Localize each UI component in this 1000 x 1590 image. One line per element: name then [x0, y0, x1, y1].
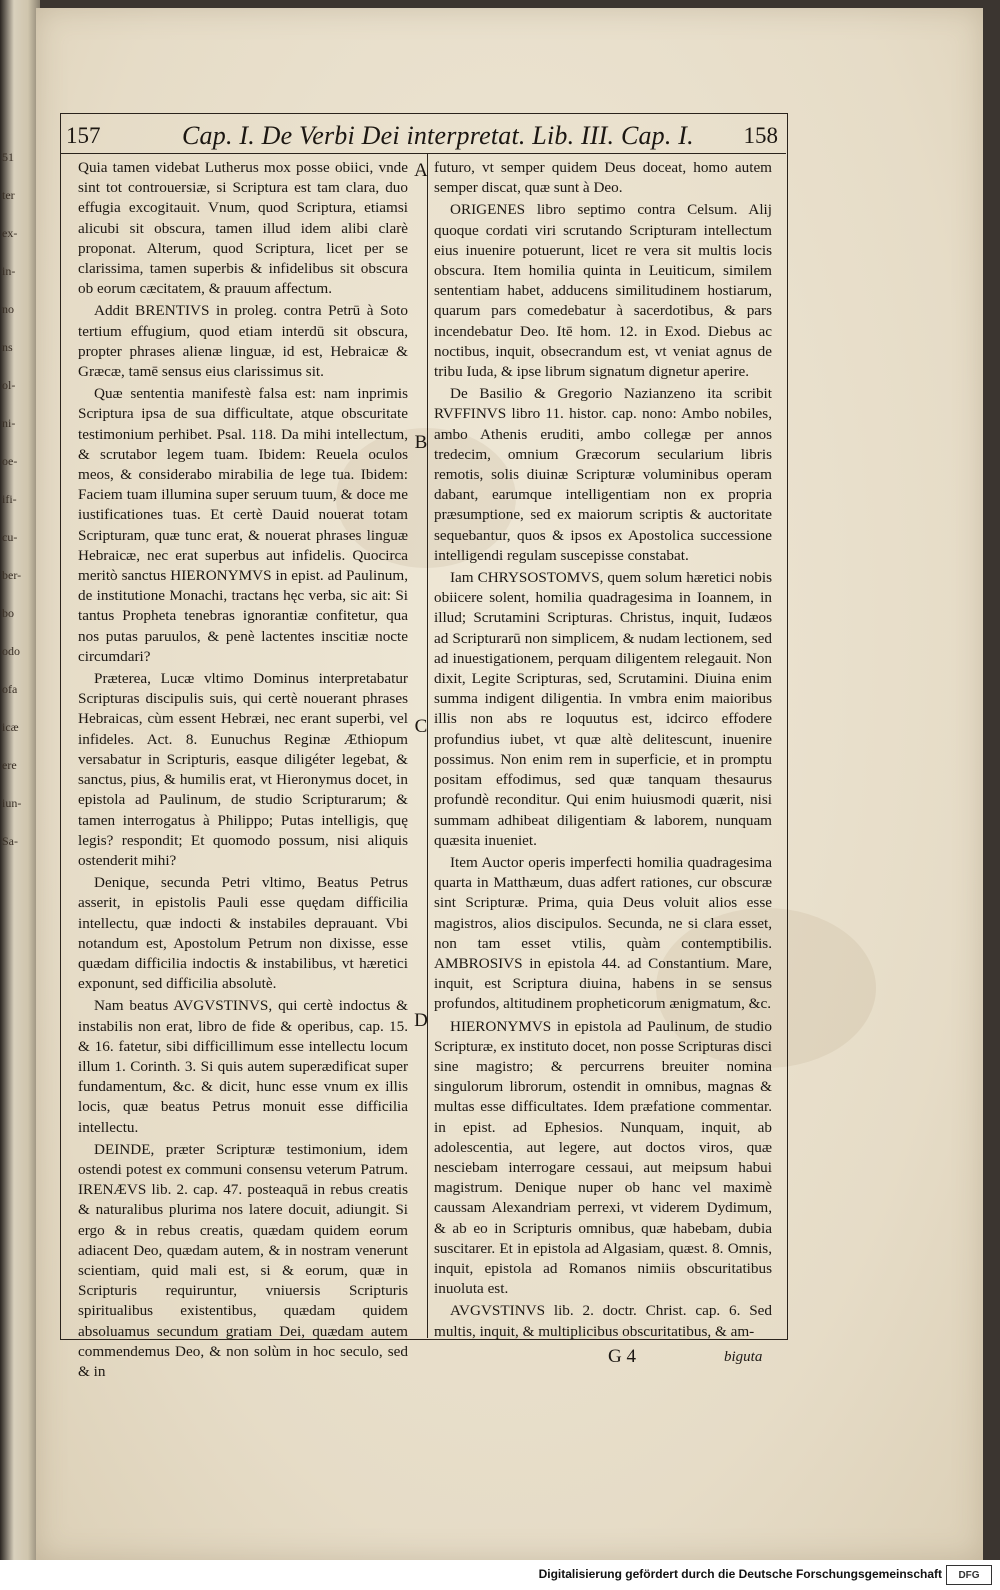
adjacent-page-fragment: ter: [2, 188, 15, 202]
paragraph: Item Auctor operis imperfecti homilia quadragesima quarta in Matthæum, duas adfert rationes, cur obscuræ sint Scripturæ. Prima, quia Deus voluit alios esse magistros, alios discipulos. Secunda, ne si clara esset, non tam esset vtilis, quàm contemptibilis. AMBROSIVS in epistola 44. ad Constantium. Mare, inquit, est Scriptura diuina, habens in se sensus profundos, altitudinem propheticorum ænigmatum, &c.: [434, 853, 772, 1013]
running-header: [62, 118, 784, 154]
adjacent-page-fragment: 51: [2, 150, 14, 164]
adjacent-page-fragment: ni-: [2, 416, 16, 430]
left-column: [78, 158, 408, 1380]
adjacent-page-fragment: ol-: [2, 378, 16, 392]
adjacent-page-fragment: ns: [2, 340, 13, 354]
signature-mark: G 4: [608, 1346, 636, 1367]
paragraph: Quia tamen videbat Lutherus mox posse obiici, vnde sint tot controuersiæ, si Scriptura est tam clara, duo effugia excogitauit. Vnum, quod Scriptura, etiamsi alicubi sit obscura, tamen illud idem alibi clarè proponat. Alterum, quod Scriptura, licet per se clarissima, tamen superbis & infidelibus sit obscura ob eorum cæcitatem, & prauum affectum.: [78, 159, 408, 298]
margin-letter-c: C: [414, 716, 428, 737]
adjacent-page-fragment: oe-: [2, 454, 18, 468]
paragraph: Præterea, Lucæ vltimo Dominus interpretabatur Scripturas discipulis suis, qui certè nouerant phrases Hebraicas, cùm essent Hebræi, nec erant superbi, vel infideles. Act. 8. Eunuchus Reginæ Æthiopum versabatur in Scripturis, easque diligéter legebat, & sanctus, pius, & humilis erat, vt Hieronymus docet, in epistola ad Paulinum, de studio Scripturarum; & tamen interrogatus à Philippo; Putas intelligis, quę legis? respondit; Et quomodo possum, nisi aliquis ostenderit mihi?: [78, 670, 408, 869]
adjacent-page-fragment: bo: [2, 606, 14, 620]
page-number-right: 158: [743, 123, 778, 148]
adjacent-page-fragment: ex-: [2, 226, 18, 240]
adjacent-page-fragment: no: [2, 302, 14, 316]
funding-credit: Digitalisierung gefördert durch die Deutsche Forschungsgemeinschaft: [538, 1567, 942, 1581]
paragraph: DEINDE, præter Scripturæ testimonium, idem ostendi potest ex communi consensu veterum Patrum. IRENÆVS lib. 2. cap. 47. posteaquā in rebus creatis & naturalibus plurima nos latere docuit, adiungit. Si ergo & in rebus creatis, quædam quidem eorum adiacent Deo, quædam autem, & in nostram venerunt scientiam, quid mali est, si & eorum, quæ in Scripturis requiruntur, vniuersis Scripturis spiritualibus existentibus, quædam quidem absoluamus secundum gratiam Dei, quædam autem commendemus Deo, & non solùm in hoc seculo, sed & in: [78, 1140, 408, 1380]
paragraph: futuro, vt semper quidem Deus doceat, homo autem semper discat, quæ sunt à Deo.: [434, 159, 772, 197]
footer-bar: [0, 1560, 1000, 1590]
paragraph: Addit BRENTIVS in proleg. contra Petrū à Soto tertium effugium, quod etiam interdū sit obscura, propter phrases alienæ linguæ, id est, Hebraicæ & Græcæ, tamē sensus eius clarissimus sit.: [78, 302, 408, 381]
adjacent-page-fragment: odo: [2, 644, 20, 658]
column-separator: [427, 154, 428, 1338]
adjacent-page-fragment: ere: [2, 758, 17, 772]
margin-letter-d: D: [414, 1010, 428, 1031]
paragraph: De Basilio & Gregorio Nazianzeno ita scribit RVFFINVS libro 11. histor. cap. nono: Ambo nobiles, ambo Athenis eruditi, ambo collegæ per annos tredecim, omnium Græcorum secularium libris remotis, solis diuinæ Scripturæ voluminibus operam dabant, earumque intelligentiam non ex propria præsumptione, sed ex maiorum scriptis & auctoritate sequebantur, quos & ipsos ex Apostolica successione intelligendi regulam suscepisse constabat.: [434, 385, 772, 564]
right-column: [434, 158, 772, 1340]
dfg-logo: DFG: [946, 1565, 992, 1585]
adjacent-page-fragment: cu-: [2, 530, 18, 544]
adjacent-page-fragment: icæ: [2, 720, 19, 734]
paragraph: Nam beatus AVGVSTINVS, qui certè indoctus & instabilis non erat, libro de fide & operibus, cap. 15. & 16. fatetur, sibi difficillimum esse intellectu locum illum 1. Corinth. 3. Si quis autem superædificat super fundamentum, &c. & dicit, hunc esse vnum ex illis locis, quæ beatus Petrus monuit esse difficilia intellectu.: [78, 997, 408, 1136]
adjacent-page-fragment: Sa-: [2, 834, 18, 848]
paragraph: Denique, secunda Petri vltimo, Beatus Petrus asserit, in epistolis Pauli esse quędam difficilia intellectu, quæ indocti & instabiles deprauant. Vbi notandum est, Apostolum Petrum non dixisse, esse quædam difficilia indoctis & instabilibus, vt hæretici exponunt, sed difficilia absolutè.: [78, 874, 408, 993]
margin-letter-b: B: [414, 432, 428, 453]
adjacent-page-edge: [0, 0, 40, 1560]
paragraph: Quæ sententia manifestè falsa est: nam inprimis Scriptura ipsa de sua difficultate, atque obscuritate testimonium perhibet. Psal. 118. Da mihi intellectum, & scrutabor legem tuam. Ibidem: Reuela oculos meos, & considerabo mirabilia de lege tua. Ibidem: Faciem tuam illumina super seruum tuum, & doce me iustificationes tuas. Et certè Dauid nouerat totam Scripturam, quæ tunc erat, & nouerat phrases linguæ Hebraicæ, nec erat superbus aut infidelis. Quocirca meritò sanctus HIERONYMVS in epist. ad Paulinum, de institutione Monachi, tractans hęc verba, sic ait: Si tantus Propheta tenebras ignorantiæ confitetur, qua nos putas paruulos, & penè lactentes inscitiæ nocte circumdari?: [78, 385, 408, 665]
header-rule: [60, 153, 786, 154]
adjacent-page-fragment: iun-: [2, 796, 22, 810]
paragraph: Iam CHRYSOSTOMVS, quem solum hæretici nobis obiicere solent, homilia quadragesima in Ioannem, in illud; Scrutamini Scripturas. Christus, inquit, Iudæos ad Scripturarū non simplicem, & nudam lectionem, sed ad inuestigationem, perquam diligentem relegauit. Non dixit, Legite Scripturas, sed, Scrutamini. Diuina enim summa indigent diligentia. In vmbra enim maioribus illis non abs re loquutus est, idcirco effodere profundius iubet, vt quæ altè delitescunt, inuenire possimus. Non enim rem in superficie, et in promptu positam effodimus, sed quæ tanquam thesaurus profundè reconditur. Qui enim huiusmodi quærit, nisi summam adhibeat diligentiam & laborem, nunquam quæsita inueniet.: [434, 569, 772, 849]
paragraph: AVGVSTINVS lib. 2. doctr. Christ. cap. 6. Sed multis, inquit, & multiplicibus obscuritatibus, & am-: [434, 1302, 772, 1340]
margin-letter-a: A: [414, 160, 428, 181]
paragraph: HIERONYMVS in epistola ad Paulinum, de studio Scripturæ, ex instituto docet, non posse Scripturas disci sine magistro; & percurrens breuiter nomina singulorum librorum, ostendit in omnibus, magnas & multas esse difficultates. Idem præfatione commentar. in epist. ad Ephesios. Nunquam, inquit, ab adolescentia, aut legere, aut doctos viros, quæ nesciebam interrogare cessaui, aut meipsum habui magistrum. Denique nuper ob hanc vel maximè caussam Alexandriam perrexi, vt viderem Dydimum, & ab eo in Scripturis omnibus, quæ habebam, dubia suscitarer. Et in epistola ad Algasiam, quæst. 8. Omnis, inquit, epistola ad Romanos nimiis obscuritatibus inuoluta est.: [434, 1017, 772, 1298]
adjacent-page-fragment: ofa: [2, 682, 18, 696]
adjacent-page-fragment: ber-: [2, 568, 22, 582]
running-title: Cap. I. De Verbi Dei interpretat. Lib. III. Cap. I.: [182, 121, 694, 150]
adjacent-page-fragment: ifi-: [2, 492, 17, 506]
adjacent-page-fragment: in-: [2, 264, 16, 278]
page-number-left: 157: [66, 123, 101, 148]
paragraph: ORIGENES libro septimo contra Celsum. Alij quoque cordati viri scrutando Scripturam intellectum eius inuenire potuerunt, licet re vera sit multis locis obscura. Item homilia quinta in Leuiticum, similem sententiam habet, adducens similitudinem hostiarum, quarum pars comedebatur à sacerdotibus, & pars incendebatur Deo. Itē hom. 12. in Exod. Diebus ac noctibus, inquit, obsecrandum est, vt veniat agnus de tribu Iuda, & ipse librum signatum dignetur aperire.: [434, 201, 772, 381]
catchword: biguta: [724, 1349, 763, 1365]
